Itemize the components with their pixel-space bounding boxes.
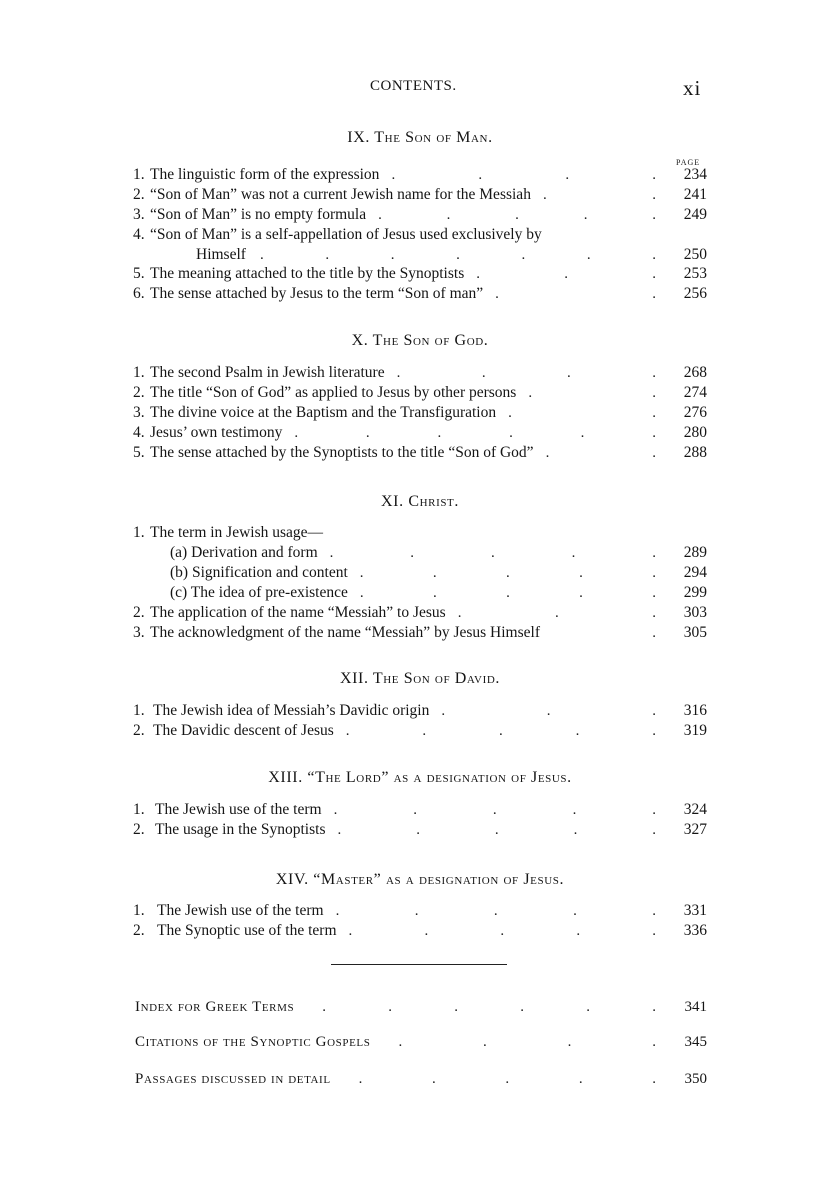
- entry-number: 1.: [133, 524, 145, 541]
- index-page-number: 341: [684, 999, 707, 1015]
- running-head: [0, 78, 840, 102]
- toc-entry: [0, 225, 840, 245]
- dot-leader: . . . . . .: [294, 425, 656, 441]
- dot-leader: .: [652, 625, 656, 641]
- entry-number: 1.: [133, 801, 145, 818]
- entry-page-number: 256: [683, 285, 707, 302]
- entry-page-number: 331: [683, 902, 707, 919]
- chapter-heading: XI. Christ.: [381, 493, 459, 510]
- dot-leader: . .: [528, 385, 656, 401]
- dot-leader: . . . . .: [337, 822, 656, 838]
- index-title: Index for Greek Terms: [135, 999, 295, 1015]
- dot-leader: . . . .: [391, 167, 656, 183]
- entry-number: 3.: [133, 206, 145, 223]
- page-folio: xi: [683, 76, 702, 100]
- entry-number: 1.: [133, 364, 145, 381]
- chapter-heading: X. The Son of God.: [351, 332, 489, 349]
- entry-page-number: 241: [683, 186, 707, 203]
- dot-leader: . . . . .: [329, 545, 656, 561]
- entry-page-number: 289: [683, 544, 707, 561]
- dot-leader: . . . . .: [333, 802, 656, 818]
- running-title: CONTENTS.: [370, 78, 457, 94]
- entry-title: The sense attached by Jesus to the term “Son of man”: [150, 285, 484, 302]
- entry-number: 1.: [133, 702, 145, 719]
- entry-page-number: 250: [683, 246, 707, 263]
- toc-entry: [0, 443, 840, 463]
- entry-title: The Jewish use of the term: [155, 801, 322, 818]
- entry-title: The Davidic descent of Jesus: [153, 722, 334, 739]
- toc-entry: [0, 523, 840, 543]
- entry-title: The application of the name “Messiah” to Jesus: [150, 604, 446, 621]
- entry-number: 3.: [133, 624, 145, 641]
- entry-page-number: 294: [683, 564, 707, 581]
- entry-page-number: 249: [683, 206, 707, 223]
- dot-leader: . . . .: [398, 1034, 656, 1050]
- entry-page-number: 234: [683, 166, 707, 183]
- dot-leader: . . . .: [396, 365, 656, 381]
- dot-leader: . . . . .: [359, 565, 656, 581]
- entry-number: 2.: [133, 922, 145, 939]
- index-title: Citations of the Synoptic Gospels: [135, 1034, 371, 1050]
- chapter-heading: XIII. “The Lord” as a designation of Jesus.: [268, 769, 572, 786]
- entry-page-number: 305: [683, 624, 707, 641]
- entry-page-number: 324: [683, 801, 707, 818]
- section-divider: [331, 964, 507, 965]
- entry-number: 2.: [133, 604, 145, 621]
- entry-title: The usage in the Synoptists: [155, 821, 326, 838]
- dot-leader: . . .: [441, 703, 656, 719]
- entry-title: The Jewish idea of Messiah’s Davidic origin: [153, 702, 430, 719]
- entry-title: The acknowledgment of the name “Messiah” by Jesus Himself: [150, 624, 540, 641]
- dot-leader: . .: [542, 187, 656, 203]
- chapter-heading: XIV. “Master” as a designation of Jesus.: [275, 871, 565, 888]
- chapter-heading-ix: IX. The Son of Man.: [347, 129, 493, 146]
- dot-leader: . . . . .: [335, 903, 656, 919]
- entry-page-number: 316: [683, 702, 707, 719]
- entry-page-number: 319: [683, 722, 707, 739]
- toc-entry: [0, 403, 840, 423]
- entry-number: 5.: [133, 265, 145, 282]
- entry-continuation: Himself: [196, 246, 246, 263]
- entry-title: The sense attached by the Synoptists to the title “Son of God”: [150, 444, 534, 461]
- entry-page-number: 336: [683, 922, 707, 939]
- toc-entry: [0, 623, 840, 643]
- entry-page-number: 303: [683, 604, 707, 621]
- entry-title: Jesus’ own testimony: [150, 424, 283, 441]
- entry-page-number: 299: [683, 584, 707, 601]
- toc-entry: [0, 383, 840, 403]
- entry-number: 1.: [133, 166, 145, 183]
- entry-number: 4.: [133, 424, 145, 441]
- entry-page-number: 280: [683, 424, 707, 441]
- entry-number: 2.: [133, 821, 145, 838]
- entry-number: 6.: [133, 285, 145, 302]
- toc-entry: [0, 284, 840, 304]
- dot-leader: . . .: [476, 266, 656, 282]
- entry-page-number: 288: [683, 444, 707, 461]
- entry-title: “Son of Man” is a self-appellation of Jesus used exclusively by: [150, 226, 542, 243]
- entry-title: The divine voice at the Baptism and the Transfiguration: [150, 404, 497, 421]
- dot-leader: . . . . .: [358, 1071, 656, 1087]
- toc-entry: [0, 603, 840, 623]
- dot-leader: . . . . .: [359, 585, 656, 601]
- entry-page-number: 274: [683, 384, 707, 401]
- dot-leader: . . . . .: [378, 207, 656, 223]
- entry-number: 1.: [133, 902, 145, 919]
- entry-number: 4.: [133, 226, 145, 243]
- entry-title: The linguistic form of the expression: [150, 166, 380, 183]
- entry-title: The meaning attached to the title by the Synoptists: [150, 265, 465, 282]
- dot-leader: . .: [495, 286, 656, 302]
- dot-leader: . . . . .: [348, 923, 656, 939]
- dot-leader: . . .: [457, 605, 656, 621]
- dot-leader: . .: [545, 445, 656, 461]
- entry-number: 3.: [133, 404, 145, 421]
- toc-entry: [0, 185, 840, 205]
- dot-leader: . . . . . .: [322, 999, 656, 1015]
- entry-page-number: 253: [683, 265, 707, 282]
- entry-number: 2.: [133, 722, 145, 739]
- entry-number: 2.: [133, 186, 145, 203]
- index-title: Passages discussed in detail: [135, 1071, 331, 1087]
- entry-title: The second Psalm in Jewish literature: [150, 364, 385, 381]
- dot-leader: . . . . .: [345, 723, 656, 739]
- entry-title: The term in Jewish usage—: [150, 524, 324, 541]
- chapter-heading: XII. The Son of David.: [339, 670, 501, 687]
- page-column-label: PAGE: [676, 158, 701, 167]
- entry-title: “Son of Man” is no empty formula: [150, 206, 367, 223]
- entry-page-number: 268: [683, 364, 707, 381]
- entry-title: (a) Derivation and form: [170, 544, 318, 561]
- index-page-number: 350: [684, 1071, 707, 1087]
- entry-number: 2.: [133, 384, 145, 401]
- index-page-number: 345: [684, 1034, 707, 1050]
- entry-page-number: 276: [683, 404, 707, 421]
- entry-title: The Jewish use of the term: [157, 902, 324, 919]
- entry-page-number: 327: [683, 821, 707, 838]
- entry-number: 5.: [133, 444, 145, 461]
- entry-title: (c) The idea of pre-existence: [170, 584, 348, 601]
- entry-title: The Synoptic use of the term: [157, 922, 337, 939]
- toc-entry: [0, 264, 840, 284]
- entry-title: “Son of Man” was not a current Jewish name for the Messiah: [150, 186, 531, 203]
- entry-title: The title “Son of God” as applied to Jesus by other persons: [150, 384, 517, 401]
- toc-entry: [0, 701, 840, 721]
- dot-leader: . .: [508, 405, 656, 421]
- entry-title: (b) Signification and content: [170, 564, 348, 581]
- dot-leader: . . . . . . .: [259, 247, 656, 263]
